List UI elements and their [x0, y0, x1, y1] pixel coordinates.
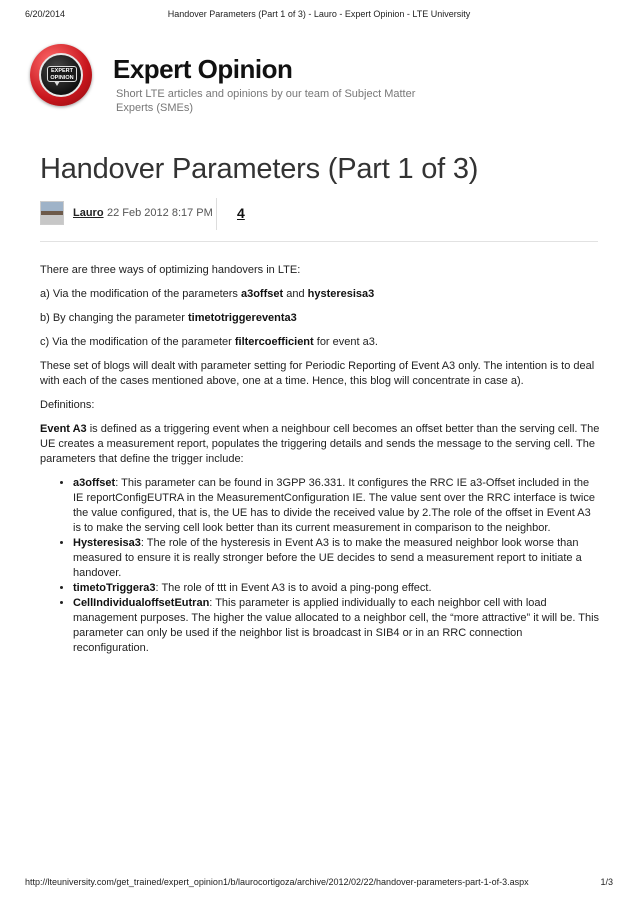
- parameter-list: [40, 476, 600, 656]
- comment-count-link[interactable]: 4: [237, 205, 245, 221]
- print-header: [0, 9, 638, 23]
- print-page-title: Handover Parameters (Part 1 of 3) - Lauro - Expert Opinion - LTE University: [167, 9, 471, 19]
- event-a3-paragraph: [40, 422, 600, 467]
- scope-paragraph: These set of blogs will dealt with parameter setting for Periodic Reporting of Event A3 only. The intention is to deal with each of the cases mentioned above, one at a time. Hence, this blog will concentrate in case a).: [40, 360, 595, 387]
- page-number: 1/3: [600, 877, 613, 887]
- blog-subtitle: Short LTE articles and opinions by our team of Subject Matter Experts (SMEs): [116, 88, 416, 114]
- print-url: http://lteuniversity.com/get_trained/expert_opinion1/b/laurocortigoza/archive/2012/02/22/handover-parameters-part-1-of-3.aspx: [25, 877, 529, 887]
- option-c-text: c) Via the modification of the parameter: [40, 336, 235, 348]
- list-item: [73, 596, 600, 656]
- option-c: [40, 335, 600, 350]
- logo-line-2: OPINION: [50, 75, 74, 81]
- param-timetotrigger: timetotriggereventa3: [187, 312, 297, 324]
- list-item: [73, 581, 600, 596]
- list-item: [73, 476, 600, 536]
- list-item-text: : The role of the hysteresis in Event A3 is to make the measured neighbor look worse than measured to ensure it is really stronger before the UE decides to send a measurement report to initiate a handover.: [73, 537, 582, 579]
- post-date: 22 Feb 2012 8:17 PM: [107, 207, 213, 219]
- header-divider: [40, 241, 598, 242]
- list-item-text: : The role of ttt in Event A3 is to avoid a ping-pong effect.: [155, 582, 432, 594]
- print-footer: [0, 877, 638, 891]
- option-c-suffix: for event a3.: [313, 336, 378, 348]
- author-avatar[interactable]: [40, 201, 64, 225]
- option-b-text: b) By changing the parameter: [40, 312, 188, 324]
- expert-opinion-badge-icon: [30, 44, 92, 106]
- meta-divider: [216, 198, 217, 230]
- print-date: 6/20/2014: [25, 9, 66, 19]
- logo-line-1: EXPERT: [50, 68, 73, 74]
- article-title: Handover Parameters (Part 1 of 3): [40, 153, 479, 185]
- option-a-and: and: [283, 288, 308, 300]
- blog-title[interactable]: Expert Opinion: [113, 54, 293, 84]
- param-a3offset: a3offset: [240, 288, 284, 300]
- definitions-label: Definitions:: [40, 399, 95, 411]
- logo-speech-bubble: [47, 66, 77, 82]
- event-a3-term: Event A3: [40, 423, 87, 435]
- author-link[interactable]: Lauro: [73, 207, 104, 219]
- list-item-term: a3offset: [73, 477, 116, 489]
- list-item-term: Hysteresisa3: [73, 537, 141, 549]
- event-a3-text: is defined as a triggering event when a neighbour cell becomes an offset better than the serving cell. The UE creates a measurement report, populates the triggering details and sends the message to the serving cell. The parameters that define the trigger include:: [40, 423, 600, 465]
- option-a-text: a) Via the modification of the parameters: [40, 288, 241, 300]
- option-a: [40, 287, 600, 302]
- list-item-term: CellIndividualoffsetEutran: [73, 597, 210, 609]
- param-filtercoefficient: filtercoefficient: [234, 336, 314, 348]
- list-item-text: : This parameter can be found in 3GPP 36.331. It configures the RRC IE a3-Offset included in the IE reportConfigEUTRA in the MeasurementConfiguration IE. The value sent over the RRC interface is twice the value configured, that is, the UE has to divide the received value by 2.The role of the offset in Event A3 is to make the serving cell look better than its current measurement in comparison to the neighbor.: [73, 477, 595, 534]
- list-item-term: timetoTriggera3: [73, 582, 156, 594]
- list-item-text: : This parameter is applied individually to each neighbor cell with load management purposes. The higher the value allocated to a neighbor cell, the “more attractive” it will be. This parameter can only be used if the neighbor list is broadcast in SIB4 or in an RRC connection reconfiguration.: [73, 597, 600, 654]
- list-item: [73, 536, 600, 581]
- intro-paragraph: There are three ways of optimizing handovers in LTE:: [40, 264, 301, 276]
- param-hysteresisa3: hysteresisa3: [307, 288, 375, 300]
- article-body: [40, 263, 600, 656]
- option-b: [40, 311, 600, 326]
